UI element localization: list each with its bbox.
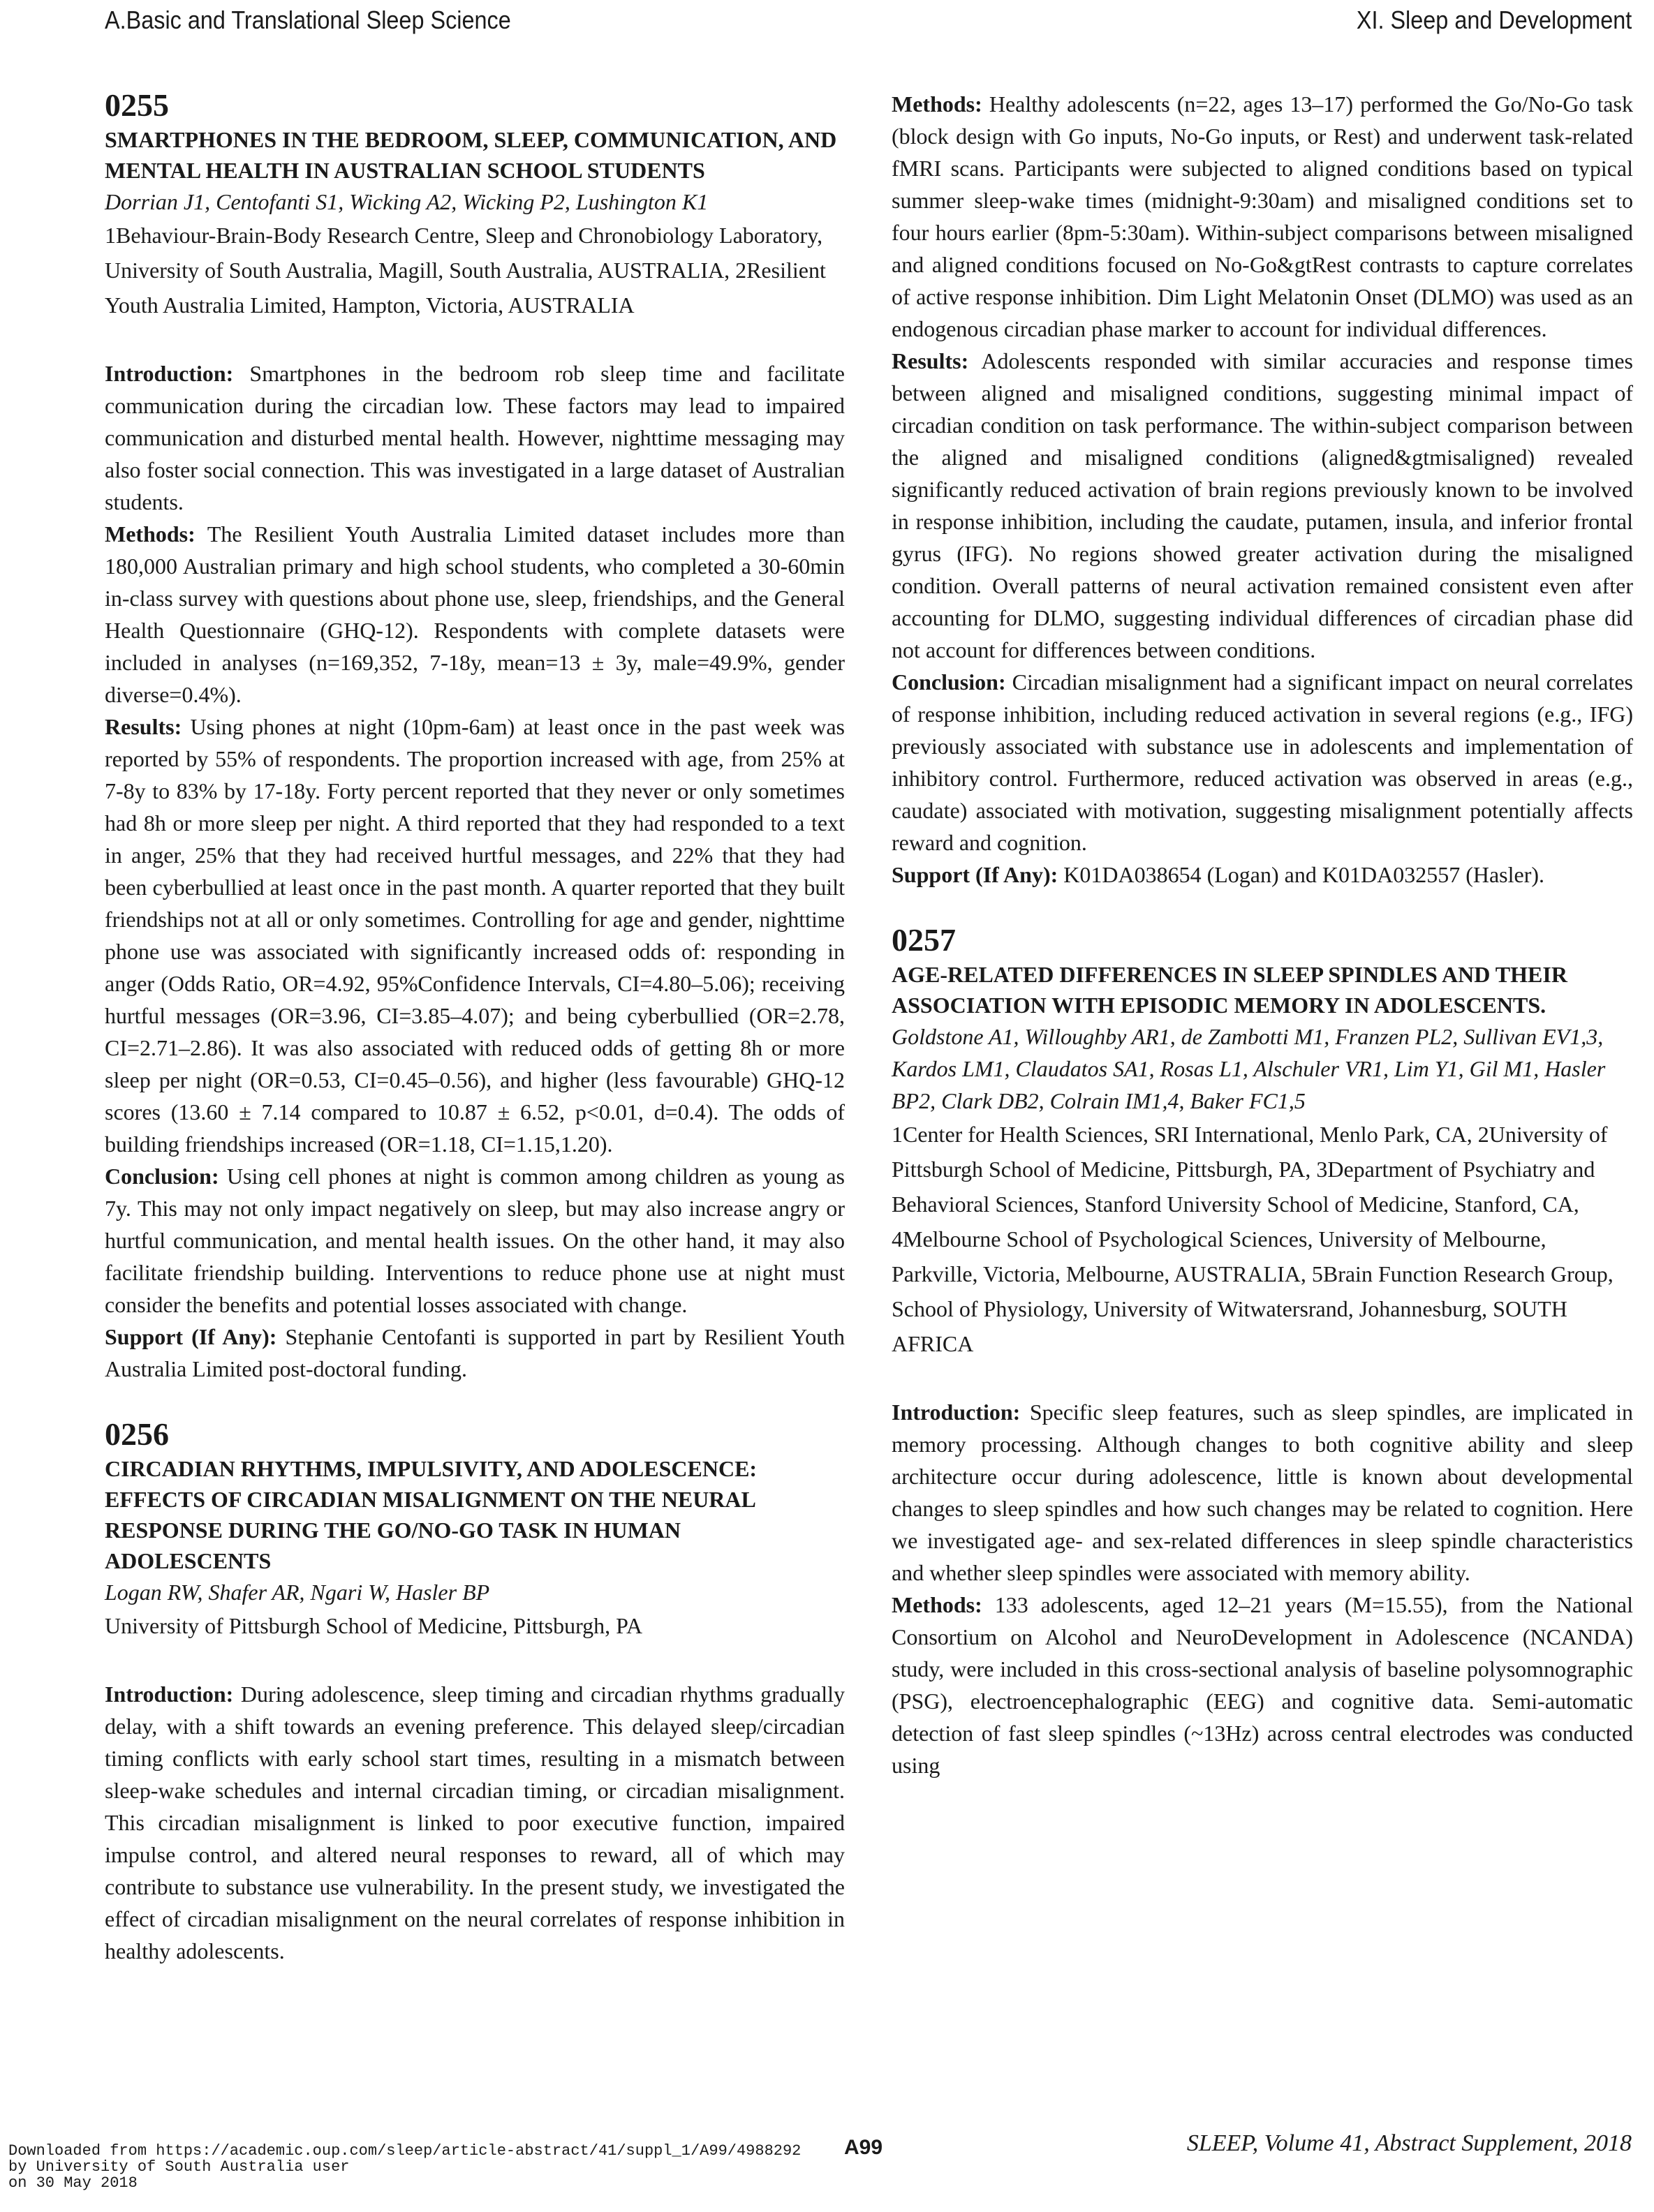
affiliation-0256: University of Pittsburgh School of Medicine, Pittsburgh, PA	[105, 1613, 643, 1638]
text-conclusion: Circadian misalignment had a significant impact on neural correlates of response inhibition, including reduced activation in several regions (e.g., IFG) previously associated with substance use in adolescents and implementation of inhibitory control. Furthermore, reduced activation was observed in areas (e.g., caudate) associated with motivation, suggesting misalignment potentially affects reward and cognition.	[892, 669, 1634, 855]
label-results: Results:	[105, 714, 182, 739]
authors-0256: Logan RW, Shafer AR, Ngari W, Hasler BP	[105, 1580, 490, 1605]
abstract-title-0255: SMARTPHONES IN THE BEDROOM, SLEEP, COMMUNICATION, AND MENTAL HEALTH IN AUSTRALIAN SCHOOL STUDENTS	[105, 127, 837, 183]
text-support: Stephanie Centofanti is supported in part by Resilient Youth Australia Limited post-doctoral funding.	[105, 1324, 846, 1381]
download-notice: Downloaded from https://academic.oup.com/sleep/article-abstract/41/suppl_1/A99/4988292 by University of South Australia user on 30 May 2018	[8, 2142, 802, 2192]
label-conclusion: Conclusion:	[892, 669, 1006, 695]
text-introduction: Specific sleep features, such as sleep spindles, are implicated in memory processing. Although changes to both cognitive ability and sleep architecture occur during adolescence, little is known about developmental changes to sleep spindles and how such changes may be related to cognition. Here we investigated age- and sex-related differences in sleep spindle characteristics and whether sleep spindles were associated with memory ability.	[892, 1400, 1633, 1585]
affiliation-0257: 1Center for Health Sciences, SRI International, Menlo Park, CA, 2University of Pittsburgh School of Medicine, Pittsburgh, PA, 3Department of Psychiatry and Behavioral Sciences, Stanford University School of Medicine, Stanford, CA, 4Melbourne School of Psychological Sciences, University of Melbourne, Parkville, Victoria, Melbourne, AUSTRALIA, 5Brain Function Research Group, School of Physiology, University of Witwatersrand, Johannesburg, SOUTH AFRICA	[892, 1122, 1614, 1356]
conclusion-0255	[105, 1160, 845, 1321]
text-methods: The Resilient Youth Australia Limited dataset includes more than 180,000 Australian primary and high school students, who completed a 30-60min in-class survey with questions about phone use, sleep, friendships, and the General Health Questionnaire (GHQ-12). Respondents with complete datasets were included in analyses (n=169,352, 7-18y, mean=13 ± 3y, male=49.9%, gender diverse=0.4%).	[105, 521, 846, 707]
text-conclusion: Using cell phones at night is common among children as young as 7y. This may not only impact negatively on sleep, but may also increase angry or hurtful communication, and mental health issues. On the other hand, it may also facilitate friendship building. Interventions to reduce phone use at night must consider the benefits and potential losses associated with change.	[105, 1164, 846, 1317]
methods-0256	[892, 88, 1633, 345]
running-header-section: A.Basic and Translational Sleep Science	[105, 6, 511, 34]
affiliation-0255: 1Behaviour-Brain-Body Research Centre, Sleep and Chronobiology Laboratory, University of South Australia, Magill, South Australia, AUSTRALIA, 2Resilient Youth Australia Limited, Hampton, Victoria, AUSTRALIA	[105, 223, 826, 318]
text-results: Adolescents responded with similar accuracies and response times between aligned and misaligned conditions, suggesting minimal impact of circadian condition on task performance. The within-subject comparison between the aligned and misaligned conditions (aligned&gtmisaligned) revealed significantly reduced activation of brain regions previously known to be involved in response inhibition, including the caudate, putamen, insula, and inferior frontal gyrus (IFG). No regions showed greater activation during the misaligned condition. Overall patterns of neural activation remained consistent even after accounting for DLMO, suggesting individual differences of circadian phase did not account for differences between conditions.	[892, 348, 1634, 662]
authors-0255: Dorrian J1, Centofanti S1, Wicking A2, Wicking P2, Lushington K1	[105, 189, 709, 214]
label-results: Results:	[892, 348, 969, 373]
support-0256	[892, 859, 1633, 891]
methods-0257	[892, 1589, 1633, 1781]
abstract-number-0255: 0255	[105, 87, 169, 123]
introduction-0256-part1	[105, 1678, 845, 1967]
conclusion-0256	[892, 666, 1633, 859]
label-introduction: Introduction:	[105, 361, 234, 386]
results-0255	[105, 711, 845, 1160]
introduction-0257	[892, 1396, 1633, 1589]
right-column	[892, 88, 1633, 1781]
text-introduction-0256: During adolescence, sleep timing and circadian rhythms gradually delay, with a shift towards an evening preference. This delayed sleep/circadian timing conflicts with early school start times, resulting in a mismatch between sleep-wake schedules and internal circadian timing, or circadian misalignment. This circadian misalignment is linked to poor executive function, impaired impulse control, and altered neural responses to reward, all of which may contribute to substance use vulnerability. In the present study, we investigated the effect of circadian misalignment on the neural correlates of response inhibition in healthy adolescents.	[105, 1682, 846, 1964]
label-methods: Methods:	[892, 91, 982, 117]
label-methods: Methods:	[105, 521, 195, 547]
journal-citation: SLEEP, Volume 41, Abstract Supplement, 2018	[1186, 2130, 1632, 2156]
results-0256	[892, 345, 1633, 666]
text-results: Using phones at night (10pm-6am) at least once in the past week was reported by 55% of respondents. The proportion increased with age, from 25% at 7-8y to 83% by 17-18y. Forty percent reported that they never or only sometimes had 8h or more sleep per night. A third reported that they had responded to a text in anger, 25% that they had received hurtful messages, and 22% that they had been cyberbullied at least once in the past month. A quarter reported that they built friendships not at all or only sometimes. Controlling for age and gender, nighttime phone use was associated with significantly increased odds of: responding in anger (Odds Ratio, OR=4.92, 95%Confidence Intervals, CI=4.80–5.06); receiving hurtful messages (OR=3.96, CI=3.85–4.07); and being cyberbullied (OR=2.78, CI=2.71–2.86). It was also associated with reduced odds of getting 8h or more sleep per night (OR=0.53, CI=0.45–0.56), and higher (less favourable) GHQ-12 scores (13.60 ± 7.14 compared to 10.87 ± 6.52, p<0.01, d=0.4). The odds of building friendships increased (OR=1.18, CI=1.15,1.20).	[105, 714, 846, 1157]
text-methods: Healthy adolescents (n=22, ages 13–17) performed the Go/No-Go task (block design with Go inputs, No-Go inputs, or Rest) and underwent task-related fMRI scans. Participants were subjected to aligned conditions based on typical summer sleep-wake times (midnight-9:30am) and misaligned conditions set to four hours earlier (8pm-5:30am). Within-subject comparisons between misaligned and aligned conditions focused on No-Go&gtRest contrasts to capture correlates of active response inhibition. Dim Light Melatonin Onset (DLMO) was used as an endogenous circadian phase marker to account for individual differences.	[892, 91, 1634, 341]
label-introduction: Introduction:	[105, 1682, 234, 1707]
text-introduction: Smartphones in the bedroom rob sleep time and facilitate communication during the circadian low. These factors may lead to impaired communication and disturbed mental health. However, nighttime messaging may also foster social connection. This was investigated in a large dataset of Australian students.	[105, 361, 846, 514]
page-number: A99	[844, 2136, 883, 2159]
label-support: Support (If Any):	[105, 1324, 277, 1349]
authors-0257: Goldstone A1, Willoughby AR1, de Zambotti M1, Franzen PL2, Sullivan EV1,3, Kardos LM1, Claudatos SA1, Rosas L1, Alschuler VR1, Lim Y1, Gil M1, Hasler BP2, Clark DB2, Colrain IM1,4, Baker FC1,5	[892, 1024, 1606, 1113]
abstract-title-0256: CIRCADIAN RHYTHMS, IMPULSIVITY, AND ADOLESCENCE: EFFECTS OF CIRCADIAN MISALIGNMENT ON THE NEURAL RESPONSE DURING THE GO/NO-GO TASK IN HUMAN ADOLESCENTS	[105, 1456, 758, 1573]
introduction-0255	[105, 357, 845, 518]
label-methods: Methods:	[892, 1592, 982, 1617]
label-introduction: Introduction:	[892, 1400, 1021, 1425]
label-support: Support (If Any):	[892, 862, 1058, 887]
text-support: K01DA038654 (Logan) and K01DA032557 (Hasler).	[1063, 862, 1545, 887]
running-header-topic: XI. Sleep and Development	[1356, 6, 1632, 34]
methods-0255	[105, 518, 845, 711]
label-conclusion: Conclusion:	[105, 1164, 219, 1189]
text-methods: 133 adolescents, aged 12–21 years (M=15.55), from the National Consortium on Alcohol and NeuroDevelopment in Adolescence (NCANDA) study, were included in this cross-sectional analysis of baseline polysomnographic (PSG), electroencephalographic (EEG) and cognitive data. Semi-automatic detection of fast sleep spindles (~13Hz) across central electrodes was conducted using	[892, 1592, 1634, 1778]
abstract-number-0257: 0257	[892, 922, 956, 958]
support-0255	[105, 1321, 845, 1385]
abstract-number-0256: 0256	[105, 1416, 169, 1452]
left-column	[105, 87, 845, 1967]
abstract-title-0257: AGE-RELATED DIFFERENCES IN SLEEP SPINDLES AND THEIR ASSOCIATION WITH EPISODIC MEMORY IN ADOLESCENTS.	[892, 962, 1567, 1018]
